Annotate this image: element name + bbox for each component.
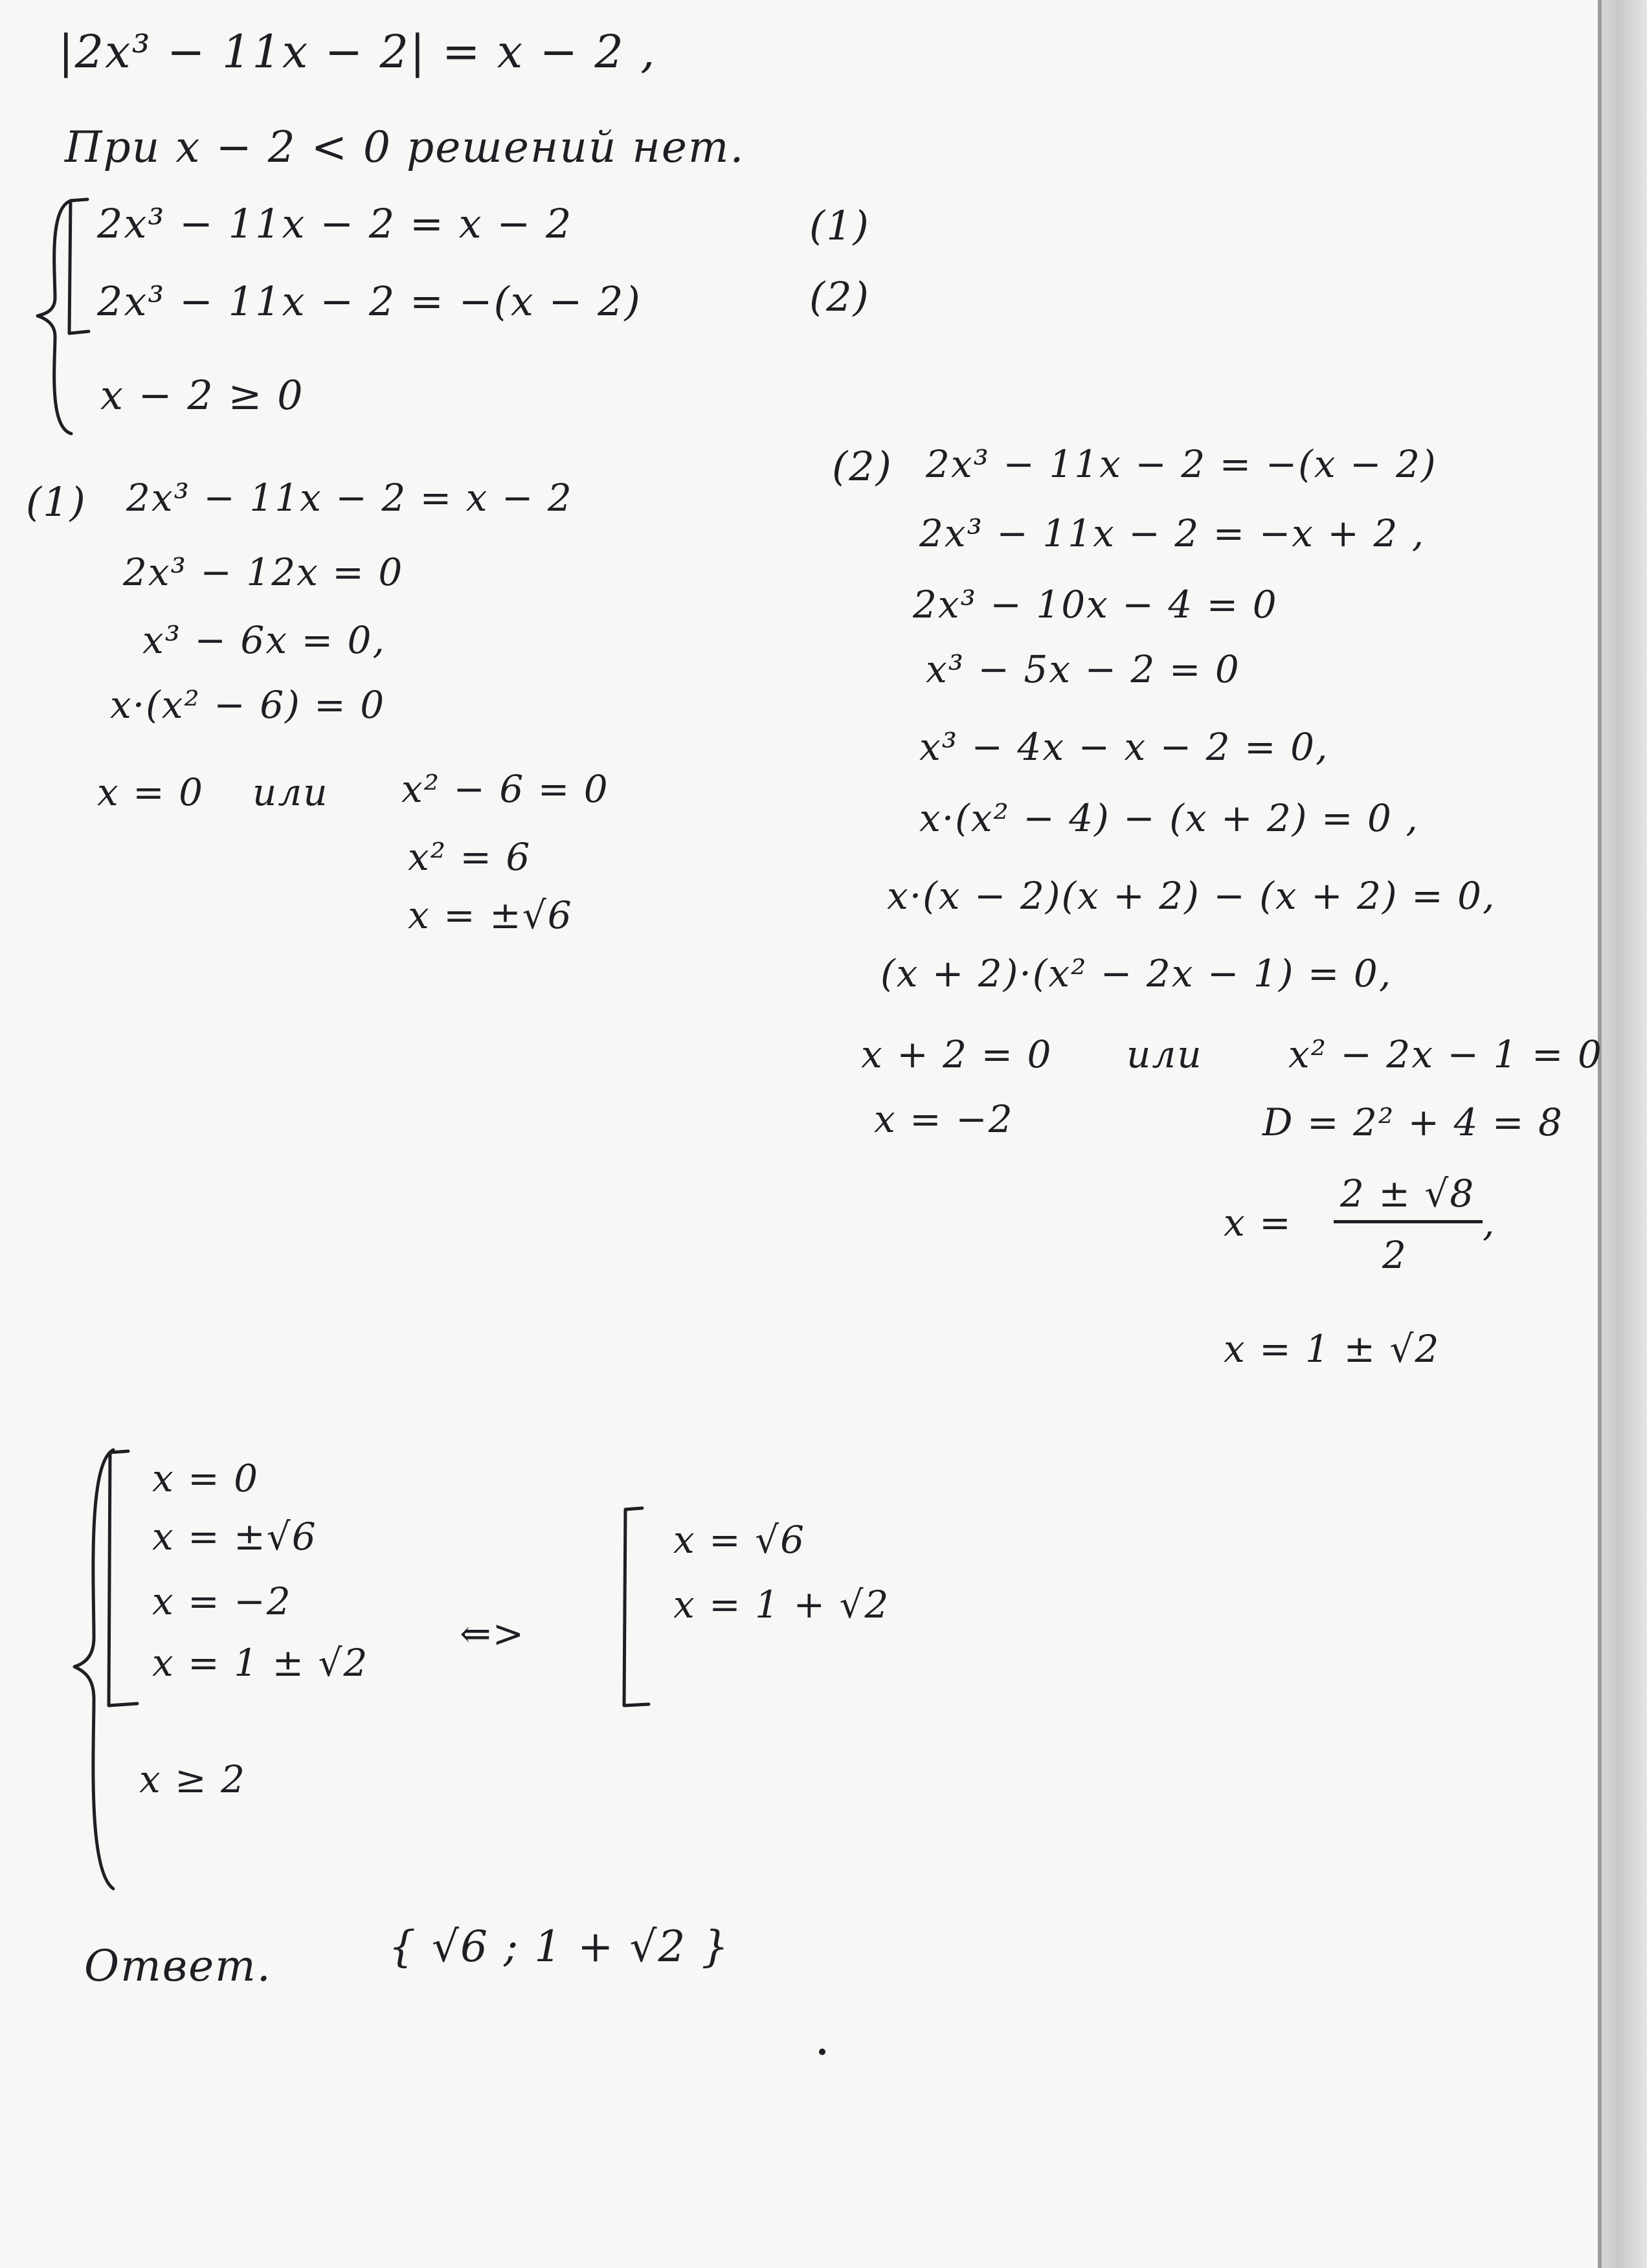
system-tag-2: (2)	[809, 273, 870, 320]
case1-sub-step-1: x² − 6 = 0	[401, 767, 609, 811]
case1-root-zero: x = 0	[97, 770, 205, 814]
combine-square-bracket	[97, 1443, 142, 1715]
case2-quadratic: x² − 2x − 1 = 0	[1288, 1032, 1603, 1076]
combine-option-2: x = ±√6	[152, 1515, 317, 1559]
equivalence-arrow: ⇐>	[460, 1612, 526, 1656]
case2-step-1: 2x³ − 11x − 2 = −(x − 2)	[926, 442, 1437, 486]
case1-step-1: 2x³ − 11x − 2 = x − 2	[126, 476, 573, 520]
case1-step-4: x·(x² − 6) = 0	[110, 683, 386, 727]
case1-sub-step-3: x = ±√6	[408, 893, 573, 937]
case2-fraction-bar	[1334, 1220, 1483, 1223]
case2-step-7: x·(x − 2)(x + 2) − (x + 2) = 0,	[887, 874, 1496, 918]
answer-value: { √6 ; 1 + √2 }	[388, 1922, 730, 1972]
case2-root-left-value: x = −2	[874, 1097, 1014, 1141]
case2-discriminant: D = 2² + 4 = 8	[1262, 1100, 1563, 1144]
case2-step-2: 2x³ − 11x − 2 = −x + 2 ,	[919, 511, 1426, 555]
case2-fraction-prefix: x =	[1224, 1201, 1292, 1245]
case1-step-2: 2x³ − 12x = 0	[123, 550, 404, 594]
paper-edge-shadow	[1599, 0, 1647, 2268]
case2-final-roots: x = 1 ± √2	[1224, 1327, 1440, 1371]
absolute-equation: |2x³ − 11x − 2| = x − 2 ,	[58, 25, 656, 78]
combine-constraint: x ≥ 2	[139, 1757, 247, 1801]
system-constraint: x − 2 ≥ 0	[100, 372, 304, 419]
case2-step-5: x³ − 4x − x − 2 = 0,	[919, 725, 1329, 769]
case1-sub-step-2: x² = 6	[408, 835, 532, 879]
case1-or-word: или	[252, 770, 329, 814]
result-square-bracket	[615, 1502, 660, 1715]
case2-fraction-denominator: 2	[1382, 1233, 1407, 1277]
case2-step-4: x³ − 5x − 2 = 0	[926, 647, 1240, 691]
case2-or-word: или	[1126, 1032, 1203, 1076]
system-tag-1: (1)	[809, 202, 870, 249]
case2-step-6: x·(x² − 4) − (x + 2) = 0 ,	[919, 796, 1419, 840]
paper-edge-line	[1598, 0, 1602, 2268]
case2-step-8: (x + 2)·(x² − 2x − 1) = 0,	[880, 951, 1393, 995]
case2-fraction-numerator: 2 ± √8	[1340, 1172, 1475, 1216]
combine-option-4: x = 1 ± √2	[152, 1641, 369, 1685]
combine-option-3: x = −2	[152, 1579, 292, 1623]
system-square-bracket	[62, 194, 100, 343]
system-equation-1: 2x³ − 11x − 2 = x − 2	[97, 200, 573, 247]
case2-label: (2)	[832, 443, 893, 490]
case1-label: (1)	[26, 478, 87, 526]
answer-label: Ответ.	[84, 1941, 272, 1991]
result-root-1: x = √6	[673, 1518, 806, 1562]
case2-step-3: 2x³ − 10x − 4 = 0	[913, 583, 1278, 627]
case2-fraction-comma: ,	[1483, 1201, 1496, 1245]
system-equation-2: 2x³ − 11x − 2 = −(x − 2)	[97, 278, 642, 325]
ink-dot	[819, 2049, 825, 2055]
combine-option-1: x = 0	[152, 1456, 260, 1500]
case2-root-left-eq: x + 2 = 0	[861, 1032, 1053, 1076]
result-root-2: x = 1 + √2	[673, 1583, 890, 1627]
no-solutions-condition: При x − 2 < 0 решений нет.	[65, 122, 745, 172]
case1-step-3: x³ − 6x = 0,	[142, 618, 386, 662]
